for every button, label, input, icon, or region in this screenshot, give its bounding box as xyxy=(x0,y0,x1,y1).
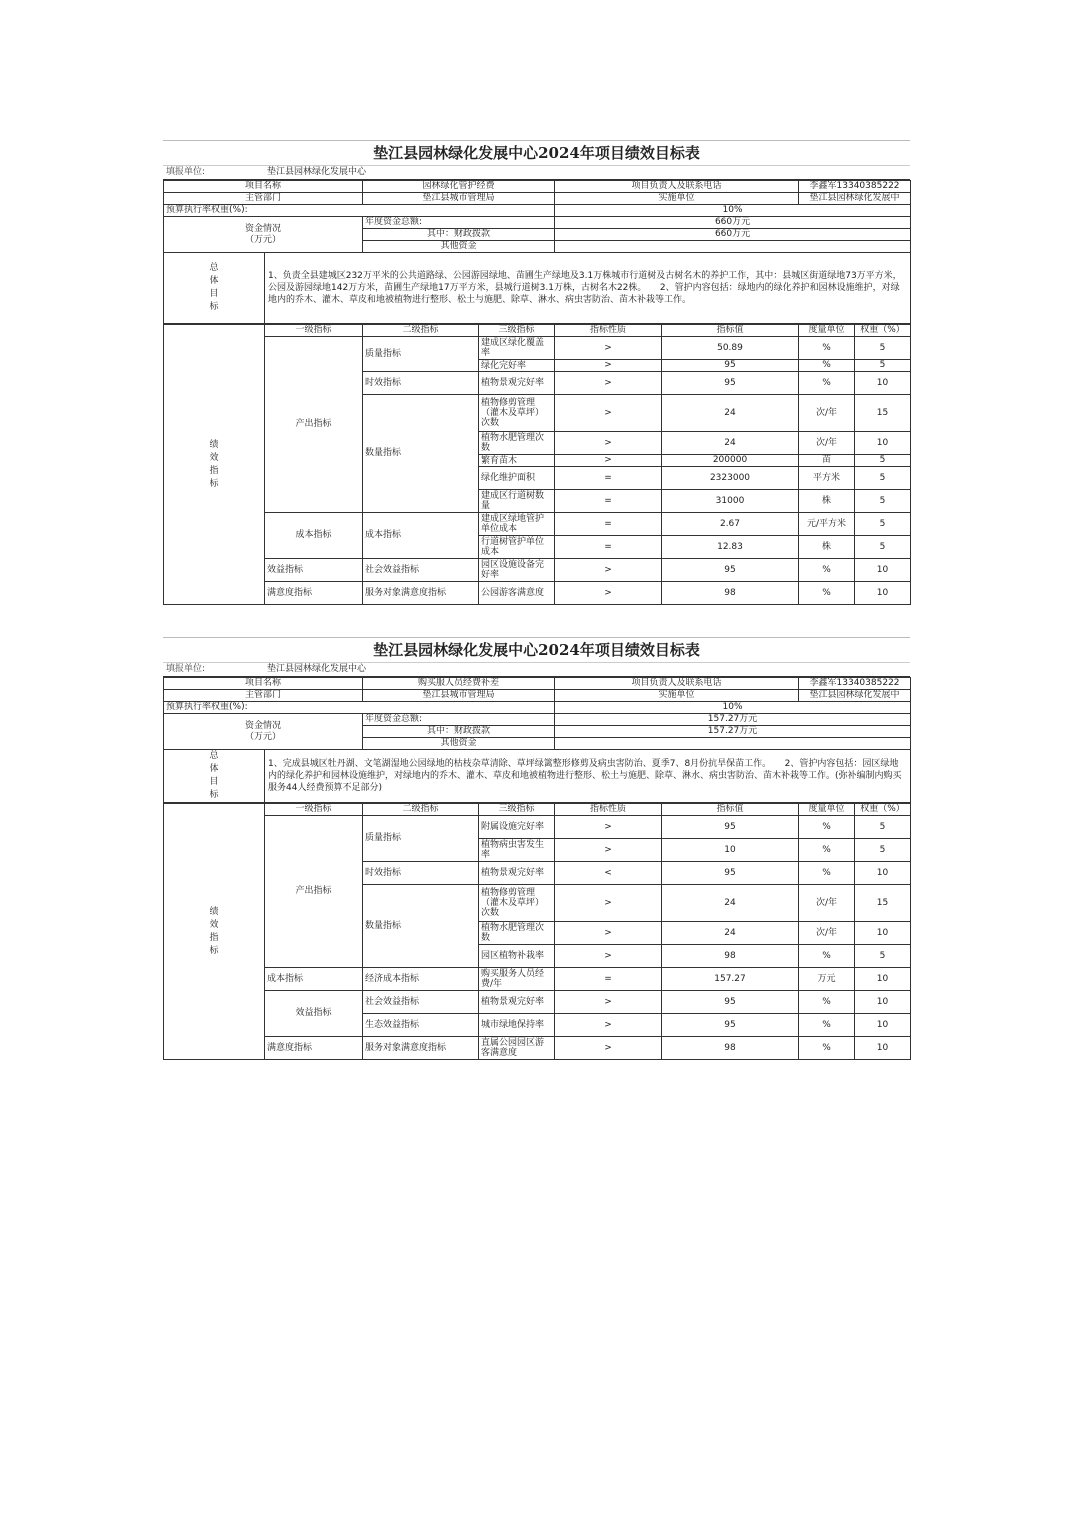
level3-indicator: 园区设施设备完好率 xyxy=(479,559,555,582)
indicator-property: > xyxy=(555,395,662,432)
indicator-property: > xyxy=(555,455,662,467)
sheet-1-header-table xyxy=(163,180,911,324)
measure-unit: 次/年 xyxy=(799,922,855,945)
indicator-value: 95 xyxy=(662,372,799,395)
level2-indicator: 数量指标 xyxy=(363,885,479,968)
project-name-value: 购买服人员经费补差 xyxy=(363,678,555,690)
measure-unit: % xyxy=(799,372,855,395)
indicator-property: > xyxy=(555,337,662,360)
indicator-value: 31000 xyxy=(662,490,799,513)
indicator-value: 98 xyxy=(662,582,799,605)
column-header: 二级指标 xyxy=(363,325,479,337)
level3-indicator: 植物修剪管理（灌木及草坪）次数 xyxy=(479,395,555,432)
performance-indicator-label: 绩效指标 xyxy=(164,325,265,605)
column-header: 一级指标 xyxy=(265,325,363,337)
reporting-unit-label: 填报单位: xyxy=(166,664,206,674)
level1-indicator: 效益指标 xyxy=(265,991,363,1037)
dept-label: 主管部门 xyxy=(164,690,363,702)
indicator-value: 95 xyxy=(662,862,799,885)
indicator-weight: 10 xyxy=(855,559,911,582)
indicator-weight: 5 xyxy=(855,513,911,536)
indicator-header-row xyxy=(164,325,911,337)
fiscal-label: 其中：财政拨款 xyxy=(363,229,555,241)
indicator-weight: 5 xyxy=(855,490,911,513)
measure-unit: % xyxy=(799,991,855,1014)
column-header: 二级指标 xyxy=(363,804,479,816)
column-header: 权重（%） xyxy=(855,325,911,337)
overall-goal-label: 总体目标 xyxy=(164,253,265,324)
indicator-weight: 5 xyxy=(855,337,911,360)
reporting-unit-row xyxy=(163,663,910,677)
indicator-weight: 5 xyxy=(855,455,911,467)
project-name-value: 园林绿化管护经费 xyxy=(363,181,555,193)
level3-indicator: 附属设施完好率 xyxy=(479,816,555,839)
sheet-title: 垫江县园林绿化发展中心2024年项目绩效目标表 xyxy=(163,140,910,166)
indicator-row xyxy=(164,337,911,360)
level2-indicator: 质量指标 xyxy=(363,816,479,862)
level2-indicator: 时效指标 xyxy=(363,372,479,395)
overall-goal-label: 总体目标 xyxy=(164,750,265,803)
level3-indicator: 建成区绿地管护单位成本 xyxy=(479,513,555,536)
indicator-weight: 10 xyxy=(855,582,911,605)
indicator-value: 24 xyxy=(662,885,799,922)
indicator-weight: 5 xyxy=(855,945,911,968)
contact-value: 李鑫军13340385222 xyxy=(799,181,911,193)
indicator-property: > xyxy=(555,1014,662,1037)
level3-indicator: 建成区行道树数量 xyxy=(479,490,555,513)
level3-indicator: 直属公园园区游客满意度 xyxy=(479,1037,555,1060)
level1-indicator: 产出指标 xyxy=(265,816,363,968)
level3-indicator: 园区植物补栽率 xyxy=(479,945,555,968)
level1-indicator: 效益指标 xyxy=(265,559,363,582)
indicator-weight: 15 xyxy=(855,395,911,432)
indicator-weight: 10 xyxy=(855,1014,911,1037)
indicator-value: 98 xyxy=(662,1037,799,1060)
funds-label: 资金情况 （万元） xyxy=(164,217,363,253)
indicator-value: 2323000 xyxy=(662,467,799,490)
impl-label: 实施单位 xyxy=(555,193,799,205)
measure-unit: 株 xyxy=(799,490,855,513)
indicator-property: = xyxy=(555,467,662,490)
column-header: 权重（%） xyxy=(855,804,911,816)
measure-unit: 次/年 xyxy=(799,395,855,432)
level2-indicator: 服务对象满意度指标 xyxy=(363,582,479,605)
level3-indicator: 植物病虫害发生率 xyxy=(479,839,555,862)
measure-unit: 元/平方米 xyxy=(799,513,855,536)
indicator-value: 24 xyxy=(662,922,799,945)
indicator-weight: 5 xyxy=(855,839,911,862)
indicator-value: 95 xyxy=(662,559,799,582)
reporting-unit-row xyxy=(163,166,910,180)
indicator-value: 98 xyxy=(662,945,799,968)
level1-indicator: 成本指标 xyxy=(265,968,363,991)
indicator-row xyxy=(164,1037,911,1060)
indicator-weight: 10 xyxy=(855,372,911,395)
level2-indicator: 社会效益指标 xyxy=(363,559,479,582)
overall-goal-text: 1、完成县城区牡丹湖、文笔湖湿地公园绿地的枯枝杂草清除、草坪绿篱整形修剪及病虫害防治、夏季7、8月份抗旱保苗工作。 2、管护内容包括：园区绿地内的绿化养护和园林设施维护，对绿地内的乔木、灌木、草皮和地被植物进行整形、松土与施肥、除草、淋水、病虫害防治、苗木补栽等工作。(弥补编制内购买服务44人经费预算不足部分) xyxy=(265,750,911,803)
indicator-property: > xyxy=(555,582,662,605)
indicator-value: 95 xyxy=(662,360,799,372)
indicator-table-body xyxy=(164,804,911,1060)
reporting-unit-label: 填报单位: xyxy=(166,167,206,177)
indicator-property: = xyxy=(555,536,662,559)
contact-value: 李鑫军13340385222 xyxy=(799,678,911,690)
fiscal-value: 157.27万元 xyxy=(555,726,911,738)
indicator-weight: 10 xyxy=(855,991,911,1014)
indicator-value: 24 xyxy=(662,395,799,432)
contact-label: 项目负责人及联系电话 xyxy=(555,678,799,690)
measure-unit: % xyxy=(799,1014,855,1037)
indicator-property: > xyxy=(555,885,662,922)
funds-label: 资金情况 （万元） xyxy=(164,714,363,750)
indicator-value: 50.89 xyxy=(662,337,799,360)
project-name-label: 项目名称 xyxy=(164,181,363,193)
indicator-table-body xyxy=(164,325,911,605)
indicator-property: < xyxy=(555,862,662,885)
indicator-weight: 15 xyxy=(855,885,911,922)
sheet-title: 垫江县园林绿化发展中心2024年项目绩效目标表 xyxy=(163,637,910,663)
budget-rate-label: 预算执行率权重(%): xyxy=(164,205,555,217)
column-header: 三级指标 xyxy=(479,325,555,337)
indicator-property: > xyxy=(555,432,662,455)
measure-unit: 株 xyxy=(799,536,855,559)
sheet-2-indicator-table xyxy=(163,803,911,1060)
level3-indicator: 植物景观完好率 xyxy=(479,991,555,1014)
indicator-weight: 10 xyxy=(855,862,911,885)
level1-indicator: 成本指标 xyxy=(265,513,363,559)
level3-indicator: 植物水肥管理次数 xyxy=(479,922,555,945)
sheet-1-indicator-table xyxy=(163,324,911,605)
level3-indicator: 公园游客满意度 xyxy=(479,582,555,605)
level3-indicator: 建成区绿化覆盖率 xyxy=(479,337,555,360)
dept-value: 垫江县城市管理局 xyxy=(363,690,555,702)
sheet-2-header-table xyxy=(163,677,911,803)
performance-table-sheet-1 xyxy=(163,140,910,605)
level3-indicator: 城市绿地保持率 xyxy=(479,1014,555,1037)
measure-unit: % xyxy=(799,862,855,885)
level3-indicator: 绿化维护面积 xyxy=(479,467,555,490)
measure-unit: 次/年 xyxy=(799,432,855,455)
indicator-row xyxy=(164,513,911,536)
annual-funds-value: 157.27万元 xyxy=(555,714,911,726)
impl-value: 垫江县园林绿化发展中 xyxy=(799,193,911,205)
level2-indicator: 时效指标 xyxy=(363,862,479,885)
indicator-value: 200000 xyxy=(662,455,799,467)
column-header: 指标值 xyxy=(662,804,799,816)
indicator-property: > xyxy=(555,360,662,372)
dept-value: 垫江县城市管理局 xyxy=(363,193,555,205)
budget-rate-value: 10% xyxy=(555,205,911,217)
other-funds-label: 其他资金 xyxy=(363,241,555,253)
contact-label: 项目负责人及联系电话 xyxy=(555,181,799,193)
indicator-value: 95 xyxy=(662,816,799,839)
annual-funds-value: 660万元 xyxy=(555,217,911,229)
indicator-row xyxy=(164,991,911,1014)
level1-indicator: 产出指标 xyxy=(265,337,363,513)
indicator-row xyxy=(164,582,911,605)
indicator-weight: 5 xyxy=(855,360,911,372)
level3-indicator: 绿化完好率 xyxy=(479,360,555,372)
indicator-property: > xyxy=(555,839,662,862)
measure-unit: % xyxy=(799,559,855,582)
indicator-value: 24 xyxy=(662,432,799,455)
level2-indicator: 社会效益指标 xyxy=(363,991,479,1014)
overall-goal-text: 1、负责全县建城区232万平米的公共道路绿、公园游园绿地、苗圃生产绿地及3.1万株城市行道树及古树名木的养护工作，其中：县城区街道绿地73万平方米，公园及游园绿地142万方米，苗圃生产绿地17万平方米，县城行道树3.1万株，古树名木22株。 2、管护内容包括：绿地内的绿化养护和园林设施维护，对绿地内的乔木、灌木、草皮和地被植物进行整形、松土与施肥、除草、淋水、病虫害防治、苗木补栽等工作。 xyxy=(265,253,911,324)
performance-indicator-label: 绩效指标 xyxy=(164,804,265,1060)
level3-indicator: 购买服务人员经费/年 xyxy=(479,968,555,991)
level3-indicator: 植物景观完好率 xyxy=(479,372,555,395)
indicator-property: = xyxy=(555,490,662,513)
indicator-property: = xyxy=(555,513,662,536)
other-funds-value xyxy=(555,241,911,253)
column-header: 指标性质 xyxy=(555,325,662,337)
indicator-row xyxy=(164,968,911,991)
indicator-value: 95 xyxy=(662,1014,799,1037)
column-header: 指标值 xyxy=(662,325,799,337)
indicator-property: > xyxy=(555,991,662,1014)
indicator-property: > xyxy=(555,816,662,839)
level2-indicator: 质量指标 xyxy=(363,337,479,372)
indicator-value: 95 xyxy=(662,991,799,1014)
budget-rate-label: 预算执行率权重(%): xyxy=(164,702,555,714)
level1-indicator: 满意度指标 xyxy=(265,582,363,605)
other-funds-label: 其他资金 xyxy=(363,738,555,750)
indicator-weight: 5 xyxy=(855,536,911,559)
level2-indicator: 成本指标 xyxy=(363,513,479,559)
indicator-weight: 10 xyxy=(855,1037,911,1060)
measure-unit: 万元 xyxy=(799,968,855,991)
measure-unit: 次/年 xyxy=(799,885,855,922)
level3-indicator: 行道树管护单位成本 xyxy=(479,536,555,559)
indicator-property: > xyxy=(555,945,662,968)
budget-rate-value: 10% xyxy=(555,702,911,714)
indicator-value: 157.27 xyxy=(662,968,799,991)
column-header: 指标性质 xyxy=(555,804,662,816)
fiscal-label: 其中：财政拨款 xyxy=(363,726,555,738)
reporting-unit-value: 垫江县园林绿化发展中心 xyxy=(267,167,367,177)
level3-indicator: 植物水肥管理次数 xyxy=(479,432,555,455)
impl-value: 垫江县园林绿化发展中 xyxy=(799,690,911,702)
level3-indicator: 植物修剪管理（灌木及草坪）次数 xyxy=(479,885,555,922)
reporting-unit-value: 垫江县园林绿化发展中心 xyxy=(267,664,367,674)
indicator-property: > xyxy=(555,372,662,395)
indicator-weight: 10 xyxy=(855,968,911,991)
measure-unit: 平方米 xyxy=(799,467,855,490)
indicator-header-row xyxy=(164,804,911,816)
column-header: 一级指标 xyxy=(265,804,363,816)
column-header: 度量单位 xyxy=(799,804,855,816)
project-name-label: 项目名称 xyxy=(164,678,363,690)
indicator-property: > xyxy=(555,1037,662,1060)
indicator-row xyxy=(164,559,911,582)
level2-indicator: 经济成本指标 xyxy=(363,968,479,991)
annual-funds-label: 年度资金总额: xyxy=(363,217,555,229)
column-header: 度量单位 xyxy=(799,325,855,337)
level2-indicator: 生态效益指标 xyxy=(363,1014,479,1037)
measure-unit: 苗 xyxy=(799,455,855,467)
fiscal-value: 660万元 xyxy=(555,229,911,241)
level1-indicator: 满意度指标 xyxy=(265,1037,363,1060)
indicator-property: = xyxy=(555,968,662,991)
indicator-property: > xyxy=(555,559,662,582)
level2-indicator: 服务对象满意度指标 xyxy=(363,1037,479,1060)
measure-unit: % xyxy=(799,1037,855,1060)
other-funds-value xyxy=(555,738,911,750)
indicator-weight: 10 xyxy=(855,922,911,945)
indicator-property: > xyxy=(555,922,662,945)
dept-label: 主管部门 xyxy=(164,193,363,205)
level3-indicator: 植物景观完好率 xyxy=(479,862,555,885)
indicator-value: 2.67 xyxy=(662,513,799,536)
measure-unit: % xyxy=(799,839,855,862)
indicator-row xyxy=(164,816,911,839)
column-header: 三级指标 xyxy=(479,804,555,816)
level3-indicator: 繁育苗木 xyxy=(479,455,555,467)
measure-unit: % xyxy=(799,816,855,839)
measure-unit: % xyxy=(799,582,855,605)
measure-unit: % xyxy=(799,360,855,372)
annual-funds-label: 年度资金总额: xyxy=(363,714,555,726)
measure-unit: % xyxy=(799,945,855,968)
measure-unit: % xyxy=(799,337,855,360)
indicator-weight: 10 xyxy=(855,432,911,455)
indicator-value: 10 xyxy=(662,839,799,862)
performance-table-sheet-2 xyxy=(163,637,910,1060)
indicator-weight: 5 xyxy=(855,816,911,839)
indicator-weight: 5 xyxy=(855,467,911,490)
indicator-value: 12.83 xyxy=(662,536,799,559)
impl-label: 实施单位 xyxy=(555,690,799,702)
level2-indicator: 数量指标 xyxy=(363,395,479,513)
